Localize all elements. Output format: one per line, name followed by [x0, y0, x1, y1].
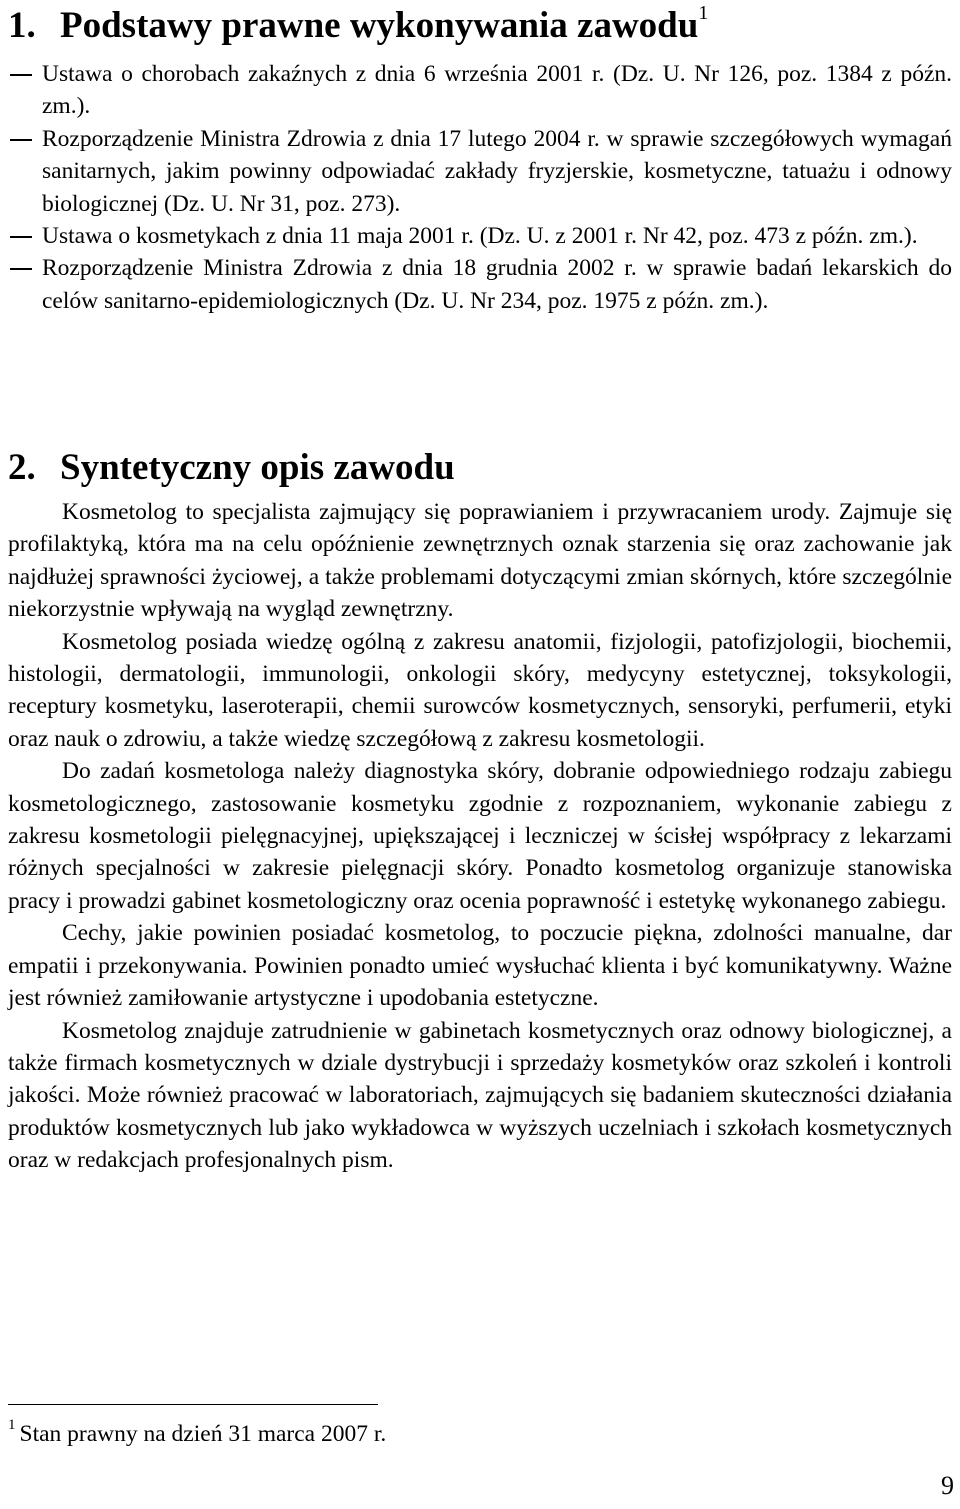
footnote-reference: 1	[698, 2, 709, 24]
paragraph: Kosmetolog to specjalista zajmujący się poprawianiem i przywracaniem urody. Zajmuje się profilaktyką, która ma na celu opóźnienie zewnętrznych oznak starzenia się oraz zachowanie jak najdłużej sprawności życiowej, a także problemami dotyczącymi zmian skórnych, które szczególnie niekorzystnie wpływają na wygląd zewnętrzny.	[8, 499, 952, 623]
legal-basis-list	[8, 58, 952, 317]
footnote-text: Stan prawny na dzień 31 marca 2007 r.	[19, 1421, 387, 1447]
section-1-number: 1.	[8, 5, 36, 46]
paragraph: Kosmetolog posiada wiedzę ogólną z zakresu anatomii, fizjologii, patofizjologii, biochemii, histologii, dermatologii, immunologii, onkologii skóry, medycyny estetycznej, toksykologii, receptury kosmetyku, laseroterapii, chemii surowców kosmetycznych, sensoryki, perfumerii, etyki oraz nauk o zdrowiu, a także wiedzę szczegółową z zakresu kosmetologii.	[8, 628, 952, 752]
section-2-heading	[8, 446, 455, 490]
paragraph: Kosmetolog znajduje zatrudnienie w gabinetach kosmetycznych oraz odnowy biologicznej, a także firmach kosmetycznych w dziale dystrybucji i sprzedaży kosmetyków oraz szkoleń i kontroli jakości. Może również pracować w laboratoriach, zajmujących się badaniem skuteczności działania produktów kosmetycznych lub jako wykładowca w wyższych uczelniach i szkołach kosmetycznych oraz w redakcjach profesjonalnych pism.	[8, 1017, 952, 1174]
list-item	[8, 220, 952, 252]
list-item	[8, 58, 952, 123]
footnote-separator	[8, 1404, 378, 1405]
section-2-title: Syntetyczny opis zawodu	[60, 447, 455, 488]
footnote-marker: 1	[8, 1417, 16, 1433]
list-item-text: Rozporządzenie Ministra Zdrowia z dnia 17 lutego 2004 r. w sprawie szczegółowych wymagań sanitarnych, jakim powinny odpowiadać zakłady fryzjerskie, kosmetyczne, tatuażu i odnowy biologicznej (Dz. U. Nr 31, poz. 273).	[42, 125, 952, 217]
section-2-body	[8, 496, 952, 1177]
list-item	[8, 123, 952, 220]
list-item	[8, 252, 952, 317]
list-item-text: Ustawa o chorobach zakaźnych z dnia 6 września 2001 r. (Dz. U. Nr 126, poz. 1384 z późn. zm.).	[42, 61, 952, 120]
page-number: 9	[941, 1471, 954, 1500]
section-2-number: 2.	[8, 447, 36, 488]
section-1-title: Podstawy prawne wykonywania zawodu	[60, 5, 699, 46]
paragraph: Cechy, jakie powinien posiadać kosmetolog, to poczucie piękna, zdolności manualne, dar empatii i przekonywania. Powinien ponadto umieć wysłuchać klienta i być komunikatywny. Ważne jest również zamiłowanie artystyczne i upodobania estetyczne.	[8, 920, 952, 1012]
paragraph: Do zadań kosmetologa należy diagnostyka skóry, dobranie odpowiedniego rodzaju zabiegu kosmetologicznego, zastosowanie kosmetyku zgodnie z rozpoznaniem, wykonanie zabiegu z zakresu kosmetologii pielęgnacyjnej, upiększającej i leczniczej w ścisłej współpracy z lekarzami różnych specjalności w zakresie pielęgnacji skóry. Ponadto kosmetolog organizuje stanowiska pracy i prowadzi gabinet kosmetologiczny oraz ocenia poprawność i estetykę wykonanego zabiegu.	[8, 758, 952, 914]
section-1-heading	[8, 4, 708, 48]
footnote	[8, 1418, 908, 1450]
list-item-text: Rozporządzenie Ministra Zdrowia z dnia 18 grudnia 2002 r. w sprawie badań lekarskich do celów sanitarno-epidemiologicznych (Dz. U. Nr 234, poz. 1975 z późn. zm.).	[42, 255, 952, 314]
list-item-text: Ustawa o kosmetykach z dnia 11 maja 2001 r. (Dz. U. z 2001 r. Nr 42, poz. 473 z późn. zm.).	[42, 223, 918, 250]
